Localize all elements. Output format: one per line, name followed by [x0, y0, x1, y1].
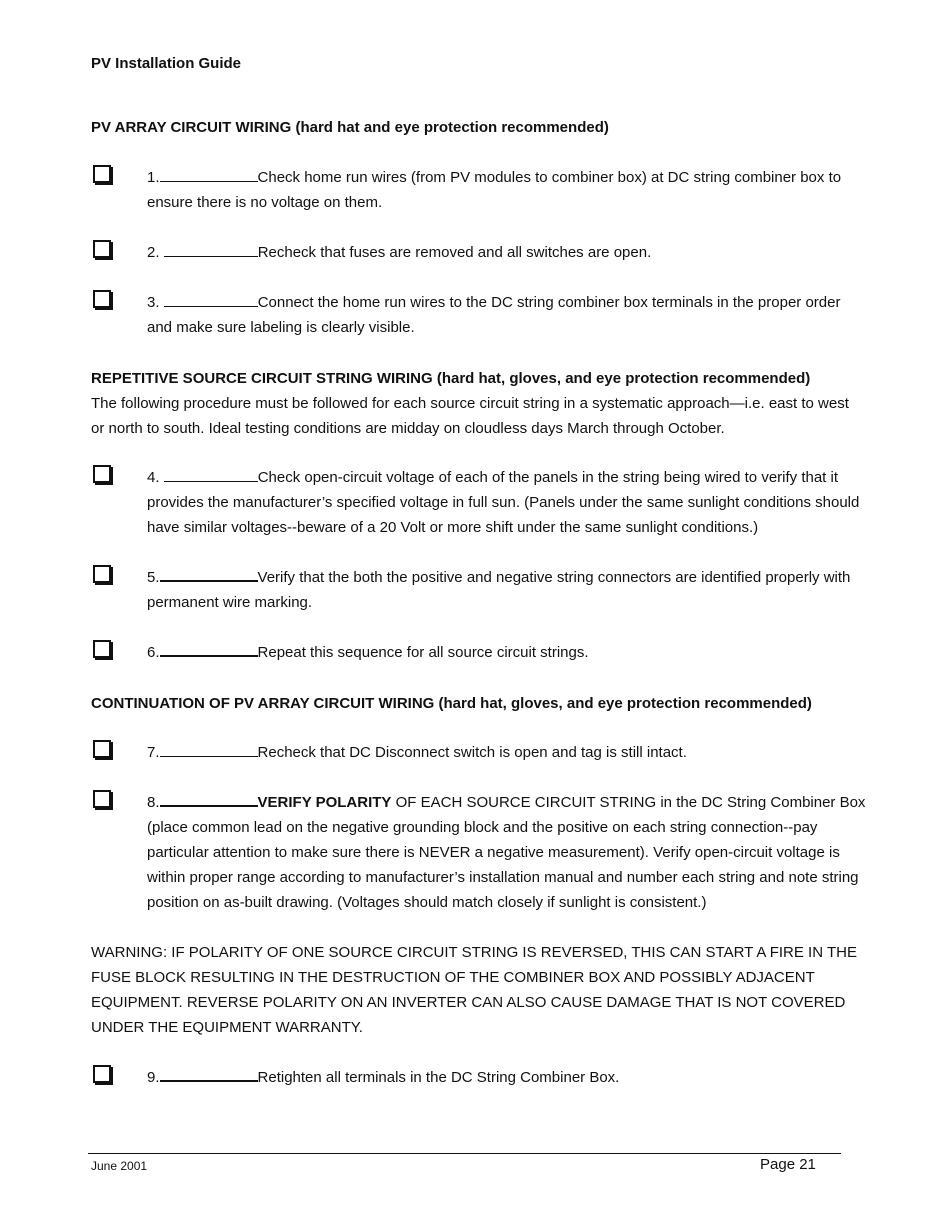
checkbox-icon[interactable]	[93, 790, 111, 808]
item-number: 7.	[147, 744, 160, 761]
item-number: 9.	[147, 1069, 160, 1086]
initials-blank[interactable]	[164, 292, 258, 307]
item-bold-text: VERIFY POLARITY	[257, 794, 392, 811]
item-text: Recheck that fuses are removed and all switches are open.	[257, 244, 652, 261]
checkbox-icon[interactable]	[93, 465, 111, 483]
item-text: Connect the home run wires to the DC string combiner box terminals in the proper order and make sure labeling is clearly visible.	[147, 294, 841, 336]
item-text: Repeat this sequence for all source circuit strings.	[257, 644, 589, 661]
footer-page-number: Page 21	[760, 1156, 816, 1173]
initials-blank[interactable]	[160, 566, 258, 582]
initials-blank[interactable]	[160, 791, 258, 807]
checkbox-icon[interactable]	[93, 640, 111, 658]
checkbox-icon[interactable]	[93, 1065, 111, 1083]
item-text: Check home run wires (from PV modules to combiner box) at DC string combiner box to ensure there is no voltage on them.	[147, 169, 842, 211]
initials-blank[interactable]	[164, 242, 258, 257]
item-number: 4.	[147, 469, 160, 486]
section-heading-pv-array: PV ARRAY CIRCUIT WIRING (hard hat and eye protection recommended)	[91, 119, 609, 136]
checkbox-icon[interactable]	[93, 165, 111, 183]
initials-blank[interactable]	[160, 167, 258, 182]
item-number: 6.	[147, 644, 160, 661]
item-number: 3.	[147, 294, 160, 311]
initials-blank[interactable]	[160, 1066, 258, 1082]
section-heading-continuation: CONTINUATION OF PV ARRAY CIRCUIT WIRING (hard hat, gloves, and eye protection recommended)	[91, 695, 812, 712]
initials-blank[interactable]	[160, 742, 258, 757]
section-heading-repetitive: REPETITIVE SOURCE CIRCUIT STRING WIRING (hard hat, gloves, and eye protection recommended)	[91, 370, 811, 387]
item-text: Retighten all terminals in the DC String Combiner Box.	[257, 1069, 620, 1086]
initials-blank[interactable]	[160, 641, 258, 657]
item-text: OF EACH SOURCE CIRCUIT STRING in the DC String Combiner Box (place common lead on the negative grounding block and the positive on each string connection--pay particular attention to make sure there is NEVER a negative measurement). Verify open-circuit voltage is within proper range according to manufacturer’s installation manual and number each string and note string position on as-built drawing. (Voltages should match closely if sunlight is consistent.)	[147, 794, 866, 911]
warning-paragraph: WARNING: IF POLARITY OF ONE SOURCE CIRCUIT STRING IS REVERSED, THIS CAN START A FIRE IN THE FUSE BLOCK RESULTING IN THE DESTRUCTION OF THE COMBINER BOX AND POSSIBLY ADJACENT EQUIPMENT. REVERSE POLARITY ON AN INVERTER CAN ALSO CAUSE DAMAGE THAT IS NOT COVERED UNDER THE EQUIPMENT WARRANTY.	[91, 944, 857, 1036]
item-text: Verify that the both the positive and negative string connectors are identified properly with permanent wire marking.	[147, 569, 851, 611]
item-text: Check open-circuit voltage of each of the panels in the string being wired to verify that it provides the manufacturer’s specified voltage in full sun. (Panels under the same sunlight conditions should have similar voltages--beware of a 20 Volt or more shift under the same sunlight conditions.)	[147, 469, 860, 536]
checkbox-icon[interactable]	[93, 740, 111, 758]
checkbox-icon[interactable]	[93, 240, 111, 258]
footer-divider	[88, 1153, 841, 1154]
footer-date: June 2001	[91, 1159, 148, 1173]
checkbox-icon[interactable]	[93, 290, 111, 308]
initials-blank[interactable]	[164, 467, 258, 482]
checkbox-icon[interactable]	[93, 565, 111, 583]
page-header-title: PV Installation Guide	[91, 55, 242, 72]
item-number: 8.	[147, 794, 160, 811]
item-text: Recheck that DC Disconnect switch is open and tag is still intact.	[257, 744, 687, 761]
item-number: 2.	[147, 244, 160, 261]
section-intro-paragraph: The following procedure must be followed for each source circuit string in a systematic approach—i.e. east to west or north to south. Ideal testing conditions are midday on cloudless days March through October.	[91, 395, 849, 437]
item-number: 5.	[147, 569, 160, 586]
item-number: 1.	[147, 169, 160, 186]
